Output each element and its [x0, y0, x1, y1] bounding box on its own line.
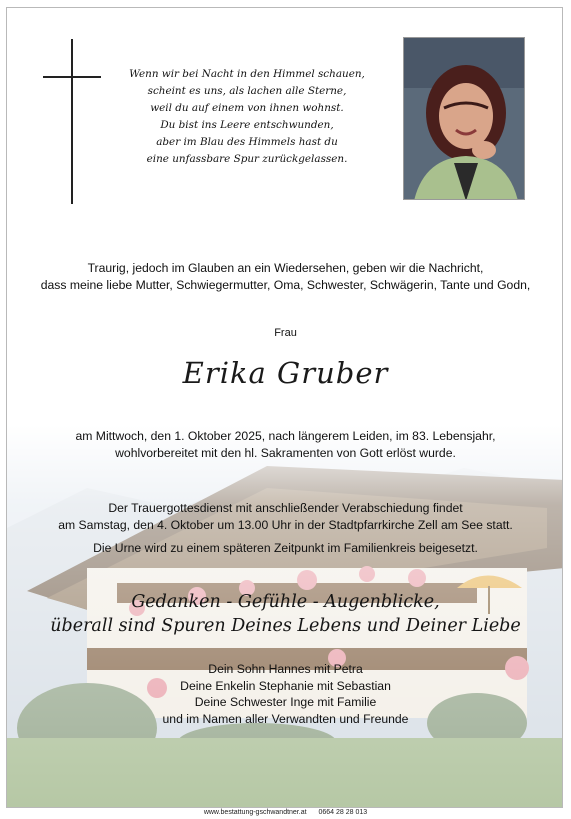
parte-card: [6, 7, 563, 808]
quote-line: überall sind Spuren Deines Lebens und Deiner Liebe: [50, 616, 521, 636]
salutation: Frau: [274, 327, 297, 339]
poem-line: Wenn wir bei Nacht in den Himmel schauen,: [129, 68, 365, 80]
urn-info: Die Urne wird zu einem späteren Zeitpunkt im Familienkreis beigesetzt.: [93, 541, 478, 555]
footer: [0, 809, 571, 816]
poem-line: eine unfassbare Spur zurückgelassen.: [146, 153, 348, 165]
deceased-name: Erika Gruber: [182, 356, 389, 390]
poem-line: Du bist ins Leere entschwunden,: [160, 119, 334, 131]
intro-text: [7, 260, 563, 293]
mourner-line: Deine Enkelin Stephanie mit Sebastian: [180, 678, 391, 693]
service-info: [7, 500, 563, 533]
poem-line: weil du auf einem von ihnen wohnst.: [150, 102, 344, 114]
cross-icon-vertical: [71, 39, 73, 204]
death-notice: [7, 428, 563, 461]
poem-line: aber im Blau des Himmels hast du: [156, 136, 338, 148]
footer-phone: 0664 28 28 013: [318, 809, 368, 816]
mourners-list: [7, 661, 563, 727]
quote-line: Gedanken - Gefühle - Augenblicke,: [131, 592, 440, 612]
mourner-line: und im Namen aller Verwandten und Freunde: [162, 711, 409, 726]
poem: [112, 66, 382, 168]
intro-line: Traurig, jedoch im Glauben an ein Wiedersehen, geben wir die Nachricht,: [87, 261, 484, 275]
poem-line: scheint es uns, als lachen alle Sterne,: [147, 85, 347, 97]
death-line: am Mittwoch, den 1. Oktober 2025, nach längerem Leiden, im 83. Lebensjahr,: [75, 429, 496, 443]
mourner-line: Dein Sohn Hannes mit Petra: [208, 662, 363, 676]
cross-icon-horizontal: [43, 76, 101, 78]
portrait-photo: [403, 37, 525, 200]
intro-line: dass meine liebe Mutter, Schwiegermutter, Oma, Schwester, Schwägerin, Tante und Godn,: [40, 277, 531, 292]
death-line: wohlvorbereitet mit den hl. Sakramenten von Gott erlöst wurde.: [115, 445, 456, 460]
service-line: am Samstag, den 4. Oktober um 13.00 Uhr in der Stadtpfarrkirche Zell am See statt.: [58, 517, 513, 532]
mourner-line: Deine Schwester Inge mit Familie: [194, 695, 377, 709]
service-line: Der Trauergottesdienst mit anschließender Verabschiedung findet: [108, 501, 463, 515]
memorial-quote: [7, 590, 563, 638]
footer-website[interactable]: www.bestattung-gschwandtner.at: [203, 809, 307, 816]
